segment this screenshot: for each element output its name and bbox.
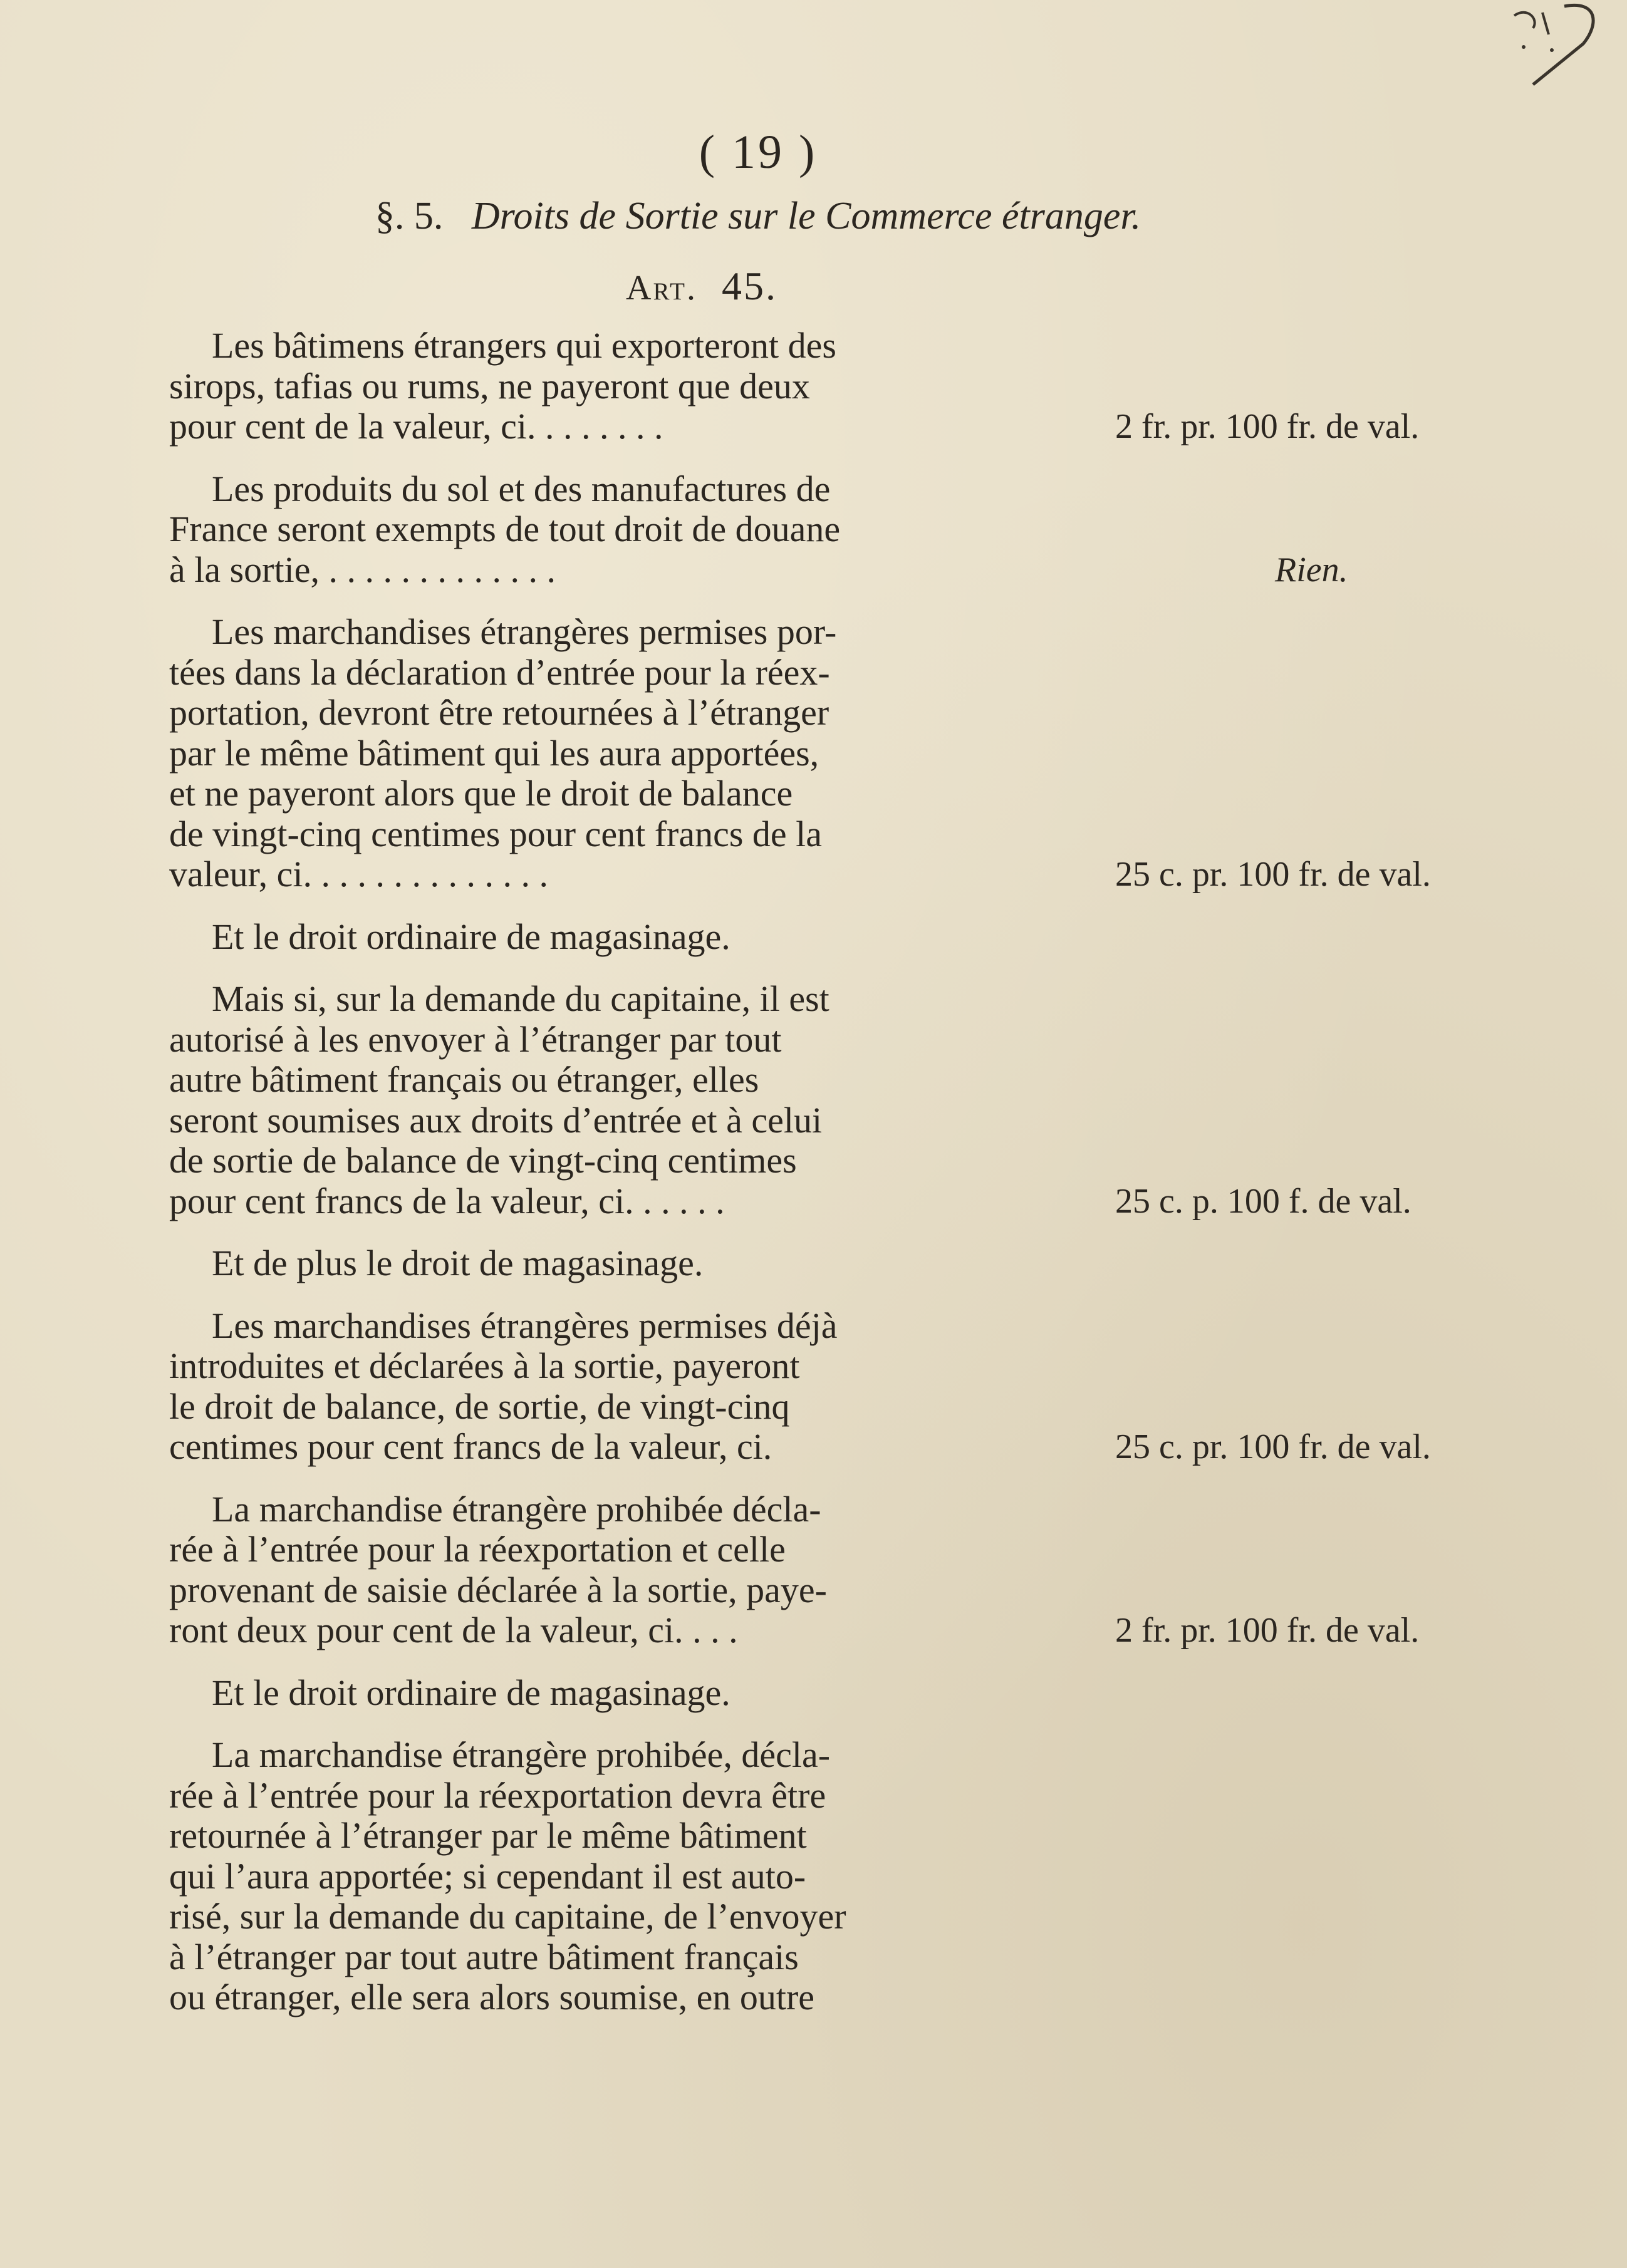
text-line: pour cent de la valeur, ci. . . . . . . . xyxy=(169,406,663,447)
section-number: §. 5. xyxy=(375,195,444,237)
duty-rate: 25 c. p. 100 f. de val. xyxy=(1115,1181,1411,1221)
article-word: Art. xyxy=(626,269,697,308)
text-line: à la sortie, . . . . . . . . . . . . . xyxy=(169,549,556,590)
article-body xyxy=(169,325,1431,2040)
paragraph-other-ship xyxy=(169,978,1411,1221)
text-line: autre bâtiment français ou étranger, elles xyxy=(169,1059,759,1100)
article-label xyxy=(0,263,1403,309)
text-line: seront soumises aux droits d’entrée et à celui xyxy=(169,1099,823,1141)
paragraph-storage-3 xyxy=(169,1673,996,1714)
text-line: risé, sur la demande du capitaine, de l’envoyer xyxy=(169,1896,846,1937)
text-line: La marchandise étrangère prohibée, décla- xyxy=(212,1734,831,1775)
paragraph-prohibited-seized xyxy=(169,1488,1420,1651)
text-line: qui l’aura apportée; si cependant il est auto- xyxy=(169,1855,806,1897)
text-line: tées dans la déclaration d’entrée pour la réex- xyxy=(169,651,830,693)
paragraph-syrups xyxy=(169,325,1420,447)
paragraph-already-introduced xyxy=(169,1305,1431,1468)
text-line: valeur, ci. . . . . . . . . . . . . . xyxy=(169,854,548,894)
text-line: par le même bâtiment qui les aura apportées, xyxy=(169,732,819,774)
duty-rate: 25 c. pr. 100 fr. de val. xyxy=(1115,855,1431,894)
text-line: sirops, tafias ou rums, ne payeront que deux xyxy=(169,365,810,406)
text-line: pour cent francs de la valeur, ci. . . . . . xyxy=(169,1180,725,1221)
handwritten-folio-mark xyxy=(1489,0,1608,91)
text-line: rée à l’entrée pour la réexportation devra être xyxy=(169,1774,826,1816)
text-line: Et le droit ordinaire de magasinage. xyxy=(212,1672,730,1713)
text-line: retournée à l’étranger par le même bâtiment xyxy=(169,1815,807,1856)
duty-rate: 25 c. pr. 100 fr. de val. xyxy=(1115,1427,1431,1466)
text-line: le droit de balance, de sortie, de vingt-cinq xyxy=(169,1385,790,1427)
text-line: provenant de saisie déclarée à la sortie, paye- xyxy=(169,1569,827,1610)
article-number: 45. xyxy=(721,264,777,308)
text-line: Mais si, sur la demande du capitaine, il est xyxy=(212,978,829,1019)
duty-rate: 2 fr. pr. 100 fr. de val. xyxy=(1115,1611,1420,1650)
text-line: rée à l’entrée pour la réexportation et celle xyxy=(169,1529,786,1570)
text-line: et ne payeront alors que le droit de balance xyxy=(169,773,793,814)
paragraph-storage-2 xyxy=(169,1243,996,1284)
text-line: Les produits du sol et des manufactures de xyxy=(212,468,831,509)
text-line: centimes pour cent francs de la valeur, ci. xyxy=(169,1426,772,1467)
text-line: Et le droit ordinaire de magasinage. xyxy=(212,916,730,957)
duty-rate: Rien. xyxy=(1275,550,1348,589)
page-number: ( 19 ) xyxy=(699,126,818,179)
paragraph-reexport-same-ship xyxy=(169,611,1431,895)
section-title: Droits de Sortie sur le Commerce étranger. xyxy=(471,195,1141,237)
text-line: de sortie de balance de vingt-cinq centimes xyxy=(169,1140,797,1181)
text-line: ront deux pour cent de la valeur, ci. . . . xyxy=(169,1610,738,1650)
text-line: Et de plus le droit de magasinage. xyxy=(212,1243,704,1283)
duty-rate: 2 fr. pr. 100 fr. de val. xyxy=(1115,407,1420,446)
text-line: Les bâtimens étrangers qui exporteront des xyxy=(212,325,836,366)
paragraph-french-products xyxy=(169,468,1348,591)
text-line: de vingt-cinq centimes pour cent francs de la xyxy=(169,813,822,854)
text-line: ou étranger, elle sera alors soumise, en outre xyxy=(169,1977,815,2017)
text-line: portation, devront être retournées à l’étranger xyxy=(169,692,829,733)
section-heading xyxy=(0,194,1516,239)
text-line: à l’étranger par tout autre bâtiment français xyxy=(169,1936,799,1977)
paragraph-storage-1 xyxy=(169,917,996,958)
text-line: France seront exempts de tout droit de douane xyxy=(169,509,841,549)
text-line: Les marchandises étrangères permises por- xyxy=(212,611,837,652)
paragraph-prohibited-return xyxy=(169,1735,996,2018)
text-line: La marchandise étrangère prohibée décla- xyxy=(212,1488,821,1530)
text-line: Les marchandises étrangères permises déjà xyxy=(212,1305,838,1346)
text-line: introduites et déclarées à la sortie, payeront xyxy=(169,1345,800,1386)
text-line: autorisé à les envoyer à l’étranger par tout xyxy=(169,1018,782,1060)
